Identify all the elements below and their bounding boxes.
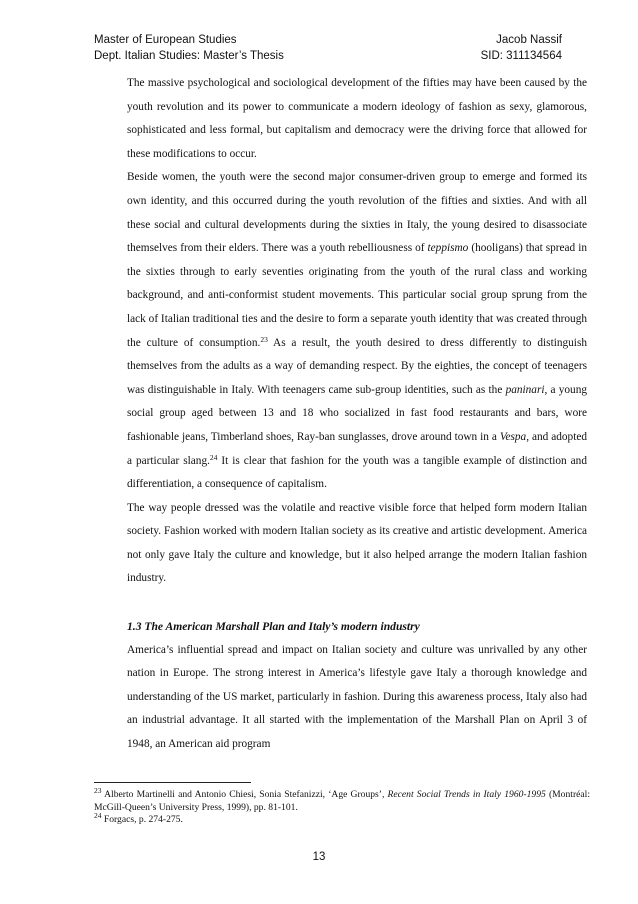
paragraph-3: The way people dressed was the volatile and reactive visible force that helped form modern Italian society. Fashion worked with modern Italian society as its creative and artistic development. America not only gave Italy the culture and knowledge, but it also helped arrange the modern Italian fashion industry. (127, 501, 587, 585)
italic-term-vespa: Vespa (499, 430, 527, 443)
page-header (94, 32, 562, 64)
footnote-number-23: 23 (94, 786, 102, 795)
footnote-23: $^{23}$ Alberto Martinelli and Antonio Chiesi, Sonia Stefanizzi, ‘Age Groups’, Recent Social Trends in Italy 1960-1995 (Montréal: McGill-Queen’s University Press, 1999), pp. 81-101. (94, 786, 590, 813)
footnote-divider (94, 782, 251, 783)
header-department: Dept. Italian Studies: Master’s Thesis (94, 50, 284, 62)
paragraph-1: The massive psychological and sociological development of the fifties may have been caused by the youth revolution and its power to communicate a modern ideology of fashion as sexy, glamorous, sophisticated and less formal, but capitalism and democracy were the driving force that allowed for these modifications to occur. (127, 77, 587, 160)
paragraph-2: Beside women, the youth were the second major consumer-driven group to emerge and formed its own identity, and this occurred during the youth revolution of the fifties and sixties. And with all these social and cultural developments during the sixties in Italy, the young desired to disassociate themselves from their elders. There was a youth rebelliousness of teppismo (hooligans) that spread in the sixties through to early seventies originating from the youth of the rural class and working background, and anti-conformist student movements. This particular social group sprung from the lack of Italian traditional ties and the desire to form a separate youth identity that was created through the culture of consumption.$^{23}$ As a result, the youth desired to dress differently to distinguish themselves from the adults as a way of demanding respect. By the eighties, the concept of teenagers was distinguishable in Italy. With teenagers came sub-group identities, such as the paninari, a young social group aged between 13 and 18 who socialized in fast food restaurants and bars, wore fashionable jeans, Timberland shoes, Ray-ban sunglasses, drove around town in a Vespa, and adopted a particular slang.$^{24}$ It is clear that fashion for the youth was a tangible example of distinction and differentiation, a consequence of capitalism. (127, 171, 588, 491)
header-row-2 (94, 48, 562, 64)
header-student-id: SID: 311134564 (480, 50, 562, 62)
footnote-ref-23[interactable]: 23 (260, 334, 268, 344)
header-author: Jacob Nassif (496, 34, 562, 46)
italic-term-teppismo: teppismo (427, 242, 469, 255)
page-number: 13 (312, 851, 326, 863)
footnotes (94, 786, 590, 827)
footnote-23-title: Recent Social Trends in Italy 1960-1995 (387, 789, 546, 800)
italic-term-paninari: paninari (505, 383, 545, 396)
footnote-24: $^{24}$ Forgacs, p. 274-275. (94, 811, 183, 825)
footnote-ref-24[interactable]: 24 (209, 452, 218, 462)
footnote-number-24: 24 (94, 811, 102, 820)
body-text (127, 72, 587, 757)
header-program: Master of European Studies (94, 34, 237, 46)
header-row-1 (94, 32, 562, 48)
paragraph-gap (127, 591, 587, 615)
paragraph-4: America’s influential spread and impact on Italian society and culture was unrivalled by any other nation in Europe. The strong interest in America’s lifestyle gave Italy a thorough knowledge and understanding of the US market, particularly in fashion. During this awareness process, Italy also had an industrial advantage. It all started with the implementation of the Marshall Plan on April 3 of 1948, an American aid program (127, 643, 587, 751)
section-heading: 1.3 The American Marshall Plan and Italy’s modern industry (127, 620, 420, 634)
